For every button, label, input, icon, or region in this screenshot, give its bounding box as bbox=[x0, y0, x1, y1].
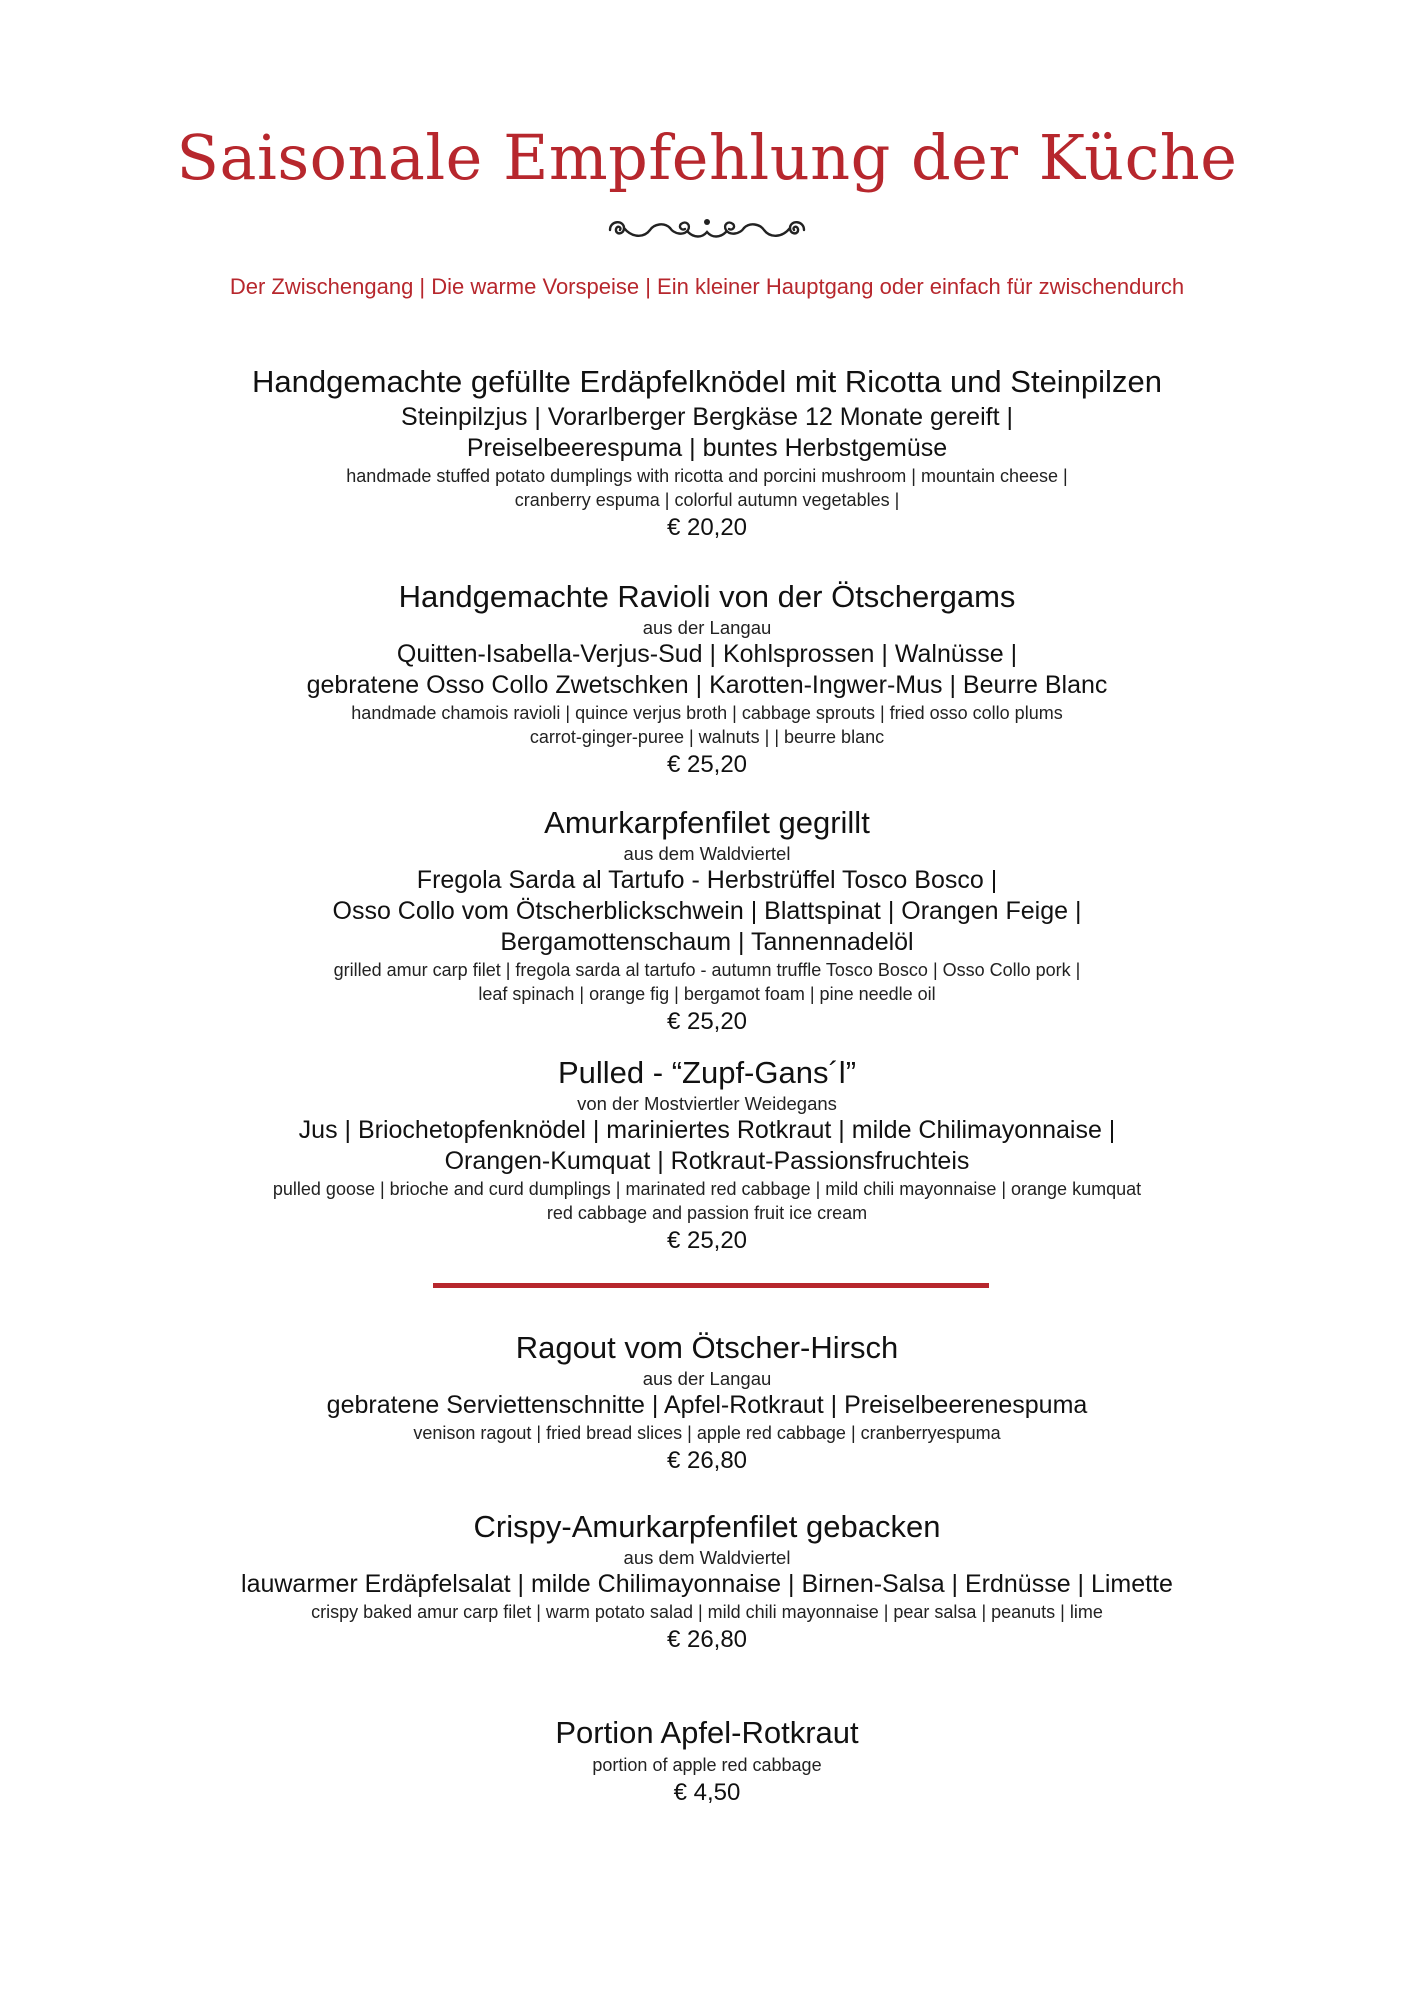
dish-english: pulled goose | brioche and curd dumplings | marinated red cabbage | mild chili mayonnaise | orange kumquat bbox=[272, 1179, 1142, 1199]
dish-name: Ragout vom Ötscher-Hirsch bbox=[515, 1330, 899, 1365]
dish-price: € 4,50 bbox=[673, 1779, 741, 1806]
dish-hirsch-ragout bbox=[0, 1328, 1414, 1476]
dish-origin: aus der Langau bbox=[642, 1368, 772, 1389]
dish-price: € 26,80 bbox=[666, 1626, 748, 1653]
dish-price: € 20,20 bbox=[666, 514, 748, 541]
page-title: Saisonale Empfehlung der Küche bbox=[176, 121, 1238, 194]
dish-origin: aus der Langau bbox=[642, 617, 772, 638]
dish-description: Bergamottenschaum | Tannennadelöl bbox=[500, 928, 914, 956]
dish-origin: aus dem Waldviertel bbox=[623, 843, 791, 864]
menu-subtitle: Der Zwischengang | Die warme Vorspeise | Ein kleiner Hauptgang oder einfach für zwischendurch bbox=[229, 274, 1185, 299]
dish-price: € 26,80 bbox=[666, 1447, 748, 1474]
dish-description: Steinpilzjus | Vorarlberger Bergkäse 12 Monate gereift | bbox=[401, 403, 1013, 431]
dish-description: Fregola Sarda al Tartufo - Herbstrüffel Tosco Bosco | bbox=[416, 866, 998, 894]
dish-name: Handgemachte Ravioli von der Ötschergams bbox=[398, 579, 1016, 614]
dish-ravioli bbox=[0, 577, 1414, 780]
dish-erdaepfelknoedel bbox=[0, 362, 1414, 543]
dish-price: € 25,20 bbox=[666, 751, 748, 778]
dish-description: lauwarmer Erdäpfelsalat | milde Chilimayonnaise | Birnen-Salsa | Erdnüsse | Limette bbox=[241, 1570, 1173, 1598]
dish-name: Portion Apfel-Rotkraut bbox=[555, 1715, 859, 1750]
dish-english: cranberry espuma | colorful autumn vegetables | bbox=[514, 490, 900, 510]
dish-description: gebratene Osso Collo Zwetschken | Karotten-Ingwer-Mus | Beurre Blanc bbox=[306, 671, 1108, 699]
dish-origin: aus dem Waldviertel bbox=[623, 1547, 791, 1568]
dish-amurkarpfen-gegrillt bbox=[0, 803, 1414, 1037]
dish-name: Pulled - “Zupf-Gans´l” bbox=[557, 1055, 857, 1090]
dish-name: Amurkarpfenfilet gegrillt bbox=[544, 805, 870, 840]
dish-english: venison ragout | fried bread slices | apple red cabbage | cranberryespuma bbox=[413, 1423, 1001, 1443]
dish-english: portion of apple red cabbage bbox=[592, 1755, 822, 1775]
dish-description: gebratene Serviettenschnitte | Apfel-Rotkraut | Preiselbeerenespuma bbox=[326, 1391, 1088, 1419]
dish-description: Preiselbeerespuma | buntes Herbstgemüse bbox=[466, 434, 948, 462]
dish-english: handmade chamois ravioli | quince verjus broth | cabbage sprouts | fried osso collo plums bbox=[351, 703, 1063, 723]
dish-name: Handgemachte gefüllte Erdäpfelknödel mit Ricotta und Steinpilzen bbox=[252, 364, 1162, 399]
dish-english: leaf spinach | orange fig | bergamot foam | pine needle oil bbox=[478, 984, 936, 1004]
dish-english: crispy baked amur carp filet | warm potato salad | mild chili mayonnaise | pear salsa | peanuts | lime bbox=[311, 1602, 1103, 1622]
section-divider bbox=[433, 1283, 989, 1288]
dish-english: red cabbage and passion fruit ice cream bbox=[546, 1203, 868, 1223]
dish-zupf-gansl bbox=[0, 1053, 1414, 1256]
dish-english: carrot-ginger-puree | walnuts | | beurre blanc bbox=[529, 727, 885, 747]
dish-description: Jus | Briochetopfenknödel | mariniertes Rotkraut | milde Chilimayonnaise | bbox=[298, 1116, 1116, 1144]
dish-description: Quitten-Isabella-Verjus-Sud | Kohlsprossen | Walnüsse | bbox=[396, 640, 1018, 668]
dish-origin: von der Mostviertler Weidegans bbox=[577, 1093, 837, 1114]
dish-description: Osso Collo vom Ötscherblickschwein | Blattspinat | Orangen Feige | bbox=[332, 897, 1082, 925]
dish-description: Orangen-Kumquat | Rotkraut-Passionsfruchteis bbox=[444, 1147, 970, 1175]
dish-english: handmade stuffed potato dumplings with ricotta and porcini mushroom | mountain cheese | bbox=[346, 466, 1068, 486]
dish-price: € 25,20 bbox=[666, 1008, 748, 1035]
dish-english: grilled amur carp filet | fregola sarda al tartufo - autumn truffle Tosco Bosco | Osso Collo pork | bbox=[333, 960, 1081, 980]
dish-name: Crispy-Amurkarpfenfilet gebacken bbox=[473, 1509, 941, 1544]
dish-price: € 25,20 bbox=[666, 1227, 748, 1254]
dish-crispy-amurkarpfen bbox=[0, 1507, 1414, 1655]
dish-apfel-rotkraut bbox=[0, 1713, 1414, 1808]
swirl-ornament-icon bbox=[0, 208, 1414, 248]
